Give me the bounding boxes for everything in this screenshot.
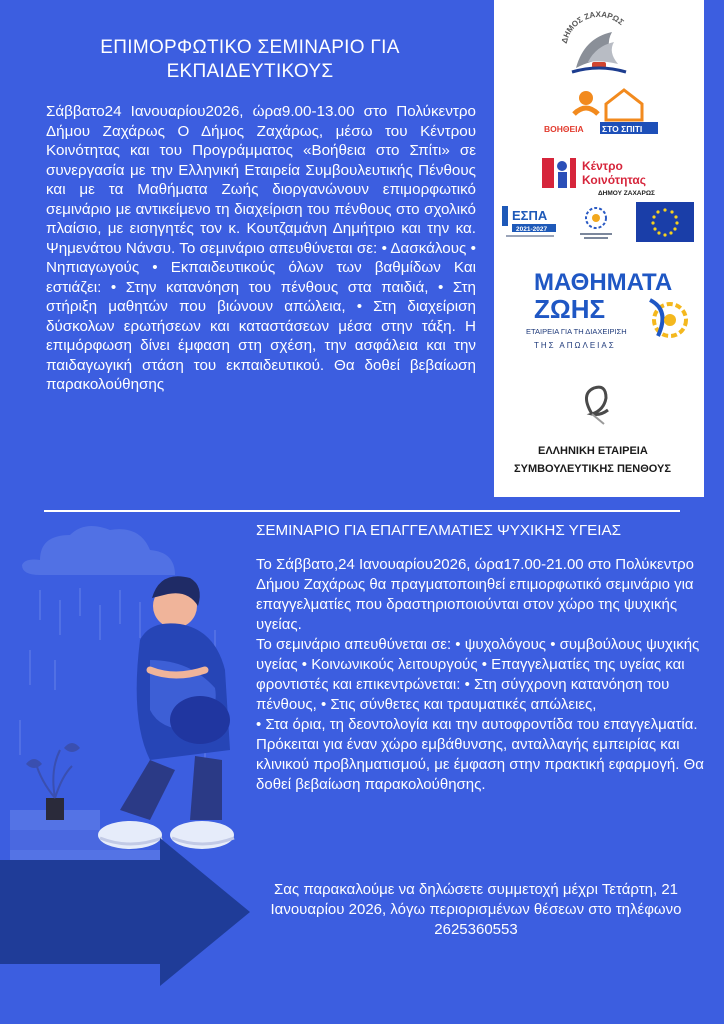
bottom-paragraph-2: Το σεμινάριο απευθύνεται σε: • ψυχολόγους • συμβούλους ψυχικής υγείας • Κοινωνικούς λειτουργούς • Επαγγελματίες της υγείας και φροντιστές και επικεντρώνεται: • Στη σύγχρονη κατανόηση του πένθους, • Στις σύνθετες και τραυματικές απώλειες,: [256, 636, 700, 713]
bottom-paragraph-3: • Στα όρια, τη δεοντολογία και την αυτοφροντίδα του επαγγελματία. Πρόκειται για έναν χώρο εμβάθυνσης, ανταλλαγής εμπειρίας και κλινικού προβληματισμού, με έμφαση στην πρακτική εφαρμογή. Θα δοθεί βεβαίωση παρακολούθησης.: [256, 716, 704, 793]
top-seminar-title: [40, 36, 460, 84]
bottom-seminar-title: ΣΕΜΙΝΑΡΙΟ ΓΙΑ ΕΠΑΓΓΕΛΜΑΤΙΕΣ ΨΥΧΙΚΗΣ ΥΓΕΙΑΣ: [256, 522, 622, 539]
top-title-line1: ΕΠΙΜΟΡΦΩΤΙΚΟ ΣΕΜΙΝΑΡΙΟ ΓΙΑ: [100, 37, 400, 58]
svg-text:Κέντρο: Κέντρο: [582, 159, 623, 173]
registration-note: Σας παρακαλούμε να δηλώσετε συμμετοχή μέχρι Τετάρτη, 21 Ιανουαρίου 2026, λόγω περιορισμένων θέσεων στο τηλέφωνο 2625360553: [270, 881, 682, 938]
partner-logos-panel: [494, 0, 704, 497]
ministry-emblem-logo: [574, 204, 618, 242]
municipality-logo: [554, 10, 644, 80]
svg-text:2021-2027: 2021-2027: [516, 226, 548, 233]
eu-flag-logo: [636, 202, 694, 242]
bottom-paragraph-1: Το Σάββατο,24 Ιανουαρίου2026, ώρα17.00-21.00 στο Πολύκεντρο Δήμου Ζαχάρως θα πραγματοποιηθεί επιμορφωτικό σεμινάριο για επαγγελματίες που δραστηριοποιούνται στον χώρο της ψυχικής υγείας.: [256, 556, 694, 633]
svg-text:ΤΗΣ ΑΠΩΛΕΙΑΣ: ΤΗΣ ΑΠΩΛΕΙΑΣ: [534, 341, 616, 350]
top-seminar-description: Σάββατο24 Ιανουαρίου2026, ώρα9.00-13.00 στο Πολύκεντρο Δήμου Ζαχάρως Ο Δήμος Ζαχάρως, μέσω του Κέντρου Κοινότητας και του Προγράμματος «Βοήθεια στο Σπίτι» σε συνεργασία με την Ελληνική Εταιρεία Συμβουλευτικής Πένθους και με τα Μαθήματα Ζωής διοργανώνουν επιμορφωτικό σεμινάριο με αντικείμενο τη διαχείριση του πένθους στο σχολικό πλαίσιο, με εισηγητές τον κ. Κουτζαμάνη Δημήτριο και την κα. Ψημενάτου Νάνσυ. Το σεμινάριο απευθύνεται σε: • Δασκάλους • Νηπιαγωγούς • Εκπαιδευτικούς όλων των βαθμίδων Και εστιάζει: • Στην κατανόηση του πένθους στα παιδιά, • Στη στήριξη μαθητών που βιώνουν απώλεια, • Στη διαχείριση δύσκολων ερωτήσεων και καταστάσεων μέσα στην τάξη. Η επιμόρφωση δίνει έμφαση στη σχέση, την ασφάλεια και την παιδαγωγική στάση του εκπαιδευτικού. Θα δοθεί βεβαίωση παρακολούθησης: [46, 103, 476, 393]
help-at-home-logo: [536, 84, 666, 139]
svg-text:Κοινότητας: Κοινότητας: [582, 173, 647, 187]
svg-text:ΒΟΗΘΕΙΑ: ΒΟΗΘΕΙΑ: [544, 124, 584, 134]
grieving-person-illustration: [0, 520, 250, 1020]
grief-counselling-society-logo: [500, 380, 700, 490]
svg-text:ΣΥΜΒΟΥΛΕΥΤΙΚΗΣ ΠΕΝΘΟΥΣ: ΣΥΜΒΟΥΛΕΥΤΙΚΗΣ ΠΕΝΘΟΥΣ: [514, 463, 671, 475]
svg-text:ΣΤΟ ΣΠΙΤΙ: ΣΤΟ ΣΠΙΤΙ: [602, 124, 643, 134]
section-divider: [44, 510, 680, 512]
svg-text:ΔΗΜΟΣ ΖΑΧΑΡΩΣ: ΔΗΜΟΣ ΖΑΧΑΡΩΣ: [559, 10, 626, 45]
espa-logo: [500, 200, 560, 242]
svg-text:ΜΑΘΗΜΑΤΑ: ΜΑΘΗΜΑΤΑ: [534, 269, 673, 296]
svg-text:ΕΛΛΗΝΙΚΗ ΕΤΑΙΡΕΙΑ: ΕΛΛΗΝΙΚΗ ΕΤΑΙΡΕΙΑ: [538, 445, 648, 457]
svg-text:ΖΩΗΣ: ΖΩΗΣ: [534, 294, 606, 324]
mathimata-zois-logo: [500, 262, 700, 362]
svg-text:ΕΤΑΙΡΕΙΑ ΓΙΑ ΤΗ ΔΙΑΧΕΙΡΙΣΗ: ΕΤΑΙΡΕΙΑ ΓΙΑ ΤΗ ΔΙΑΧΕΙΡΙΣΗ: [526, 327, 627, 336]
svg-text:ΕΣΠΑ: ΕΣΠΑ: [512, 208, 548, 223]
bottom-seminar-description: [256, 555, 706, 795]
svg-text:ΔΗΜΟΥ ΖΑΧΑΡΩΣ: ΔΗΜΟΥ ΖΑΧΑΡΩΣ: [598, 190, 655, 197]
community-centre-logo: [538, 152, 668, 202]
top-title-line2: ΕΚΠΑΙΔΕΥΤΙΚΟΥΣ: [166, 61, 334, 82]
